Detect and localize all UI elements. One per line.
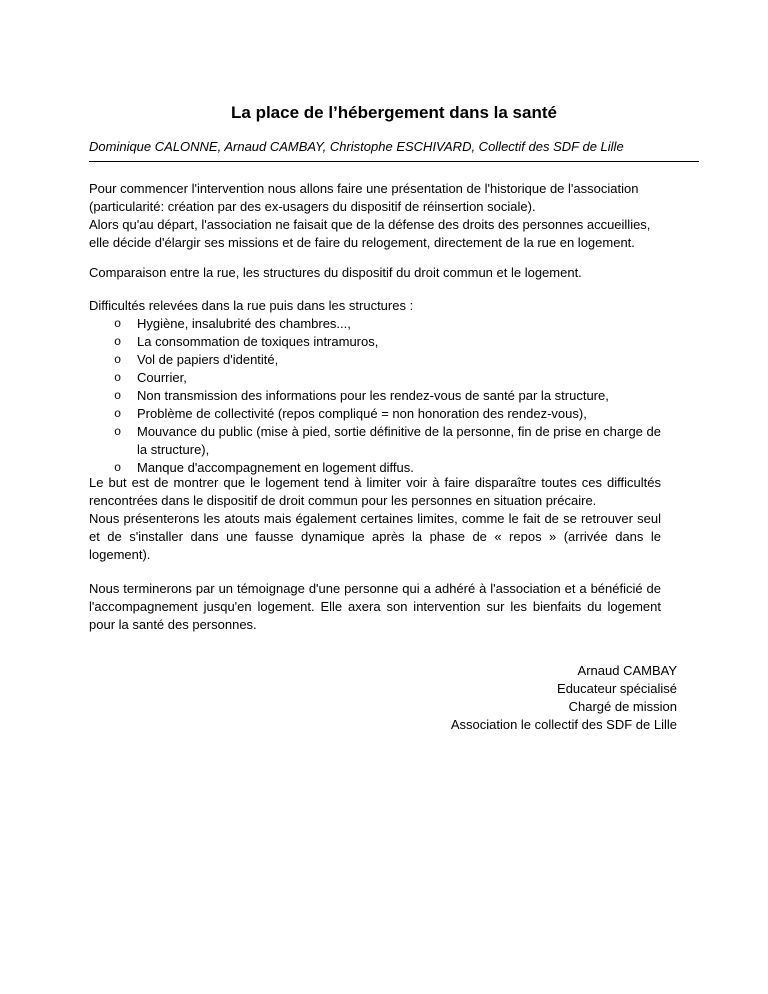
difficulties-list [89, 315, 661, 477]
bullet-icon: o [114, 371, 122, 385]
signature-block [89, 662, 677, 734]
list-item [89, 333, 661, 351]
difficulties-heading: Difficultés relevées dans la rue puis dans les structures : [89, 298, 414, 313]
comparison-text: Comparaison entre la rue, les structures du dispositif du droit commun et le logement. [89, 265, 582, 280]
bullet-icon: o [114, 461, 122, 475]
list-item-text: Problème de collectivité (repos compliqué = non honoration des rendez-vous), [137, 406, 587, 421]
goal-line-1: Le but est de montrer que le logement tend à limiter voir à faire disparaître toutes ces difficultés rencontrées dans le dispositif de droit commun pour les personnes en situation précaire. [89, 475, 661, 508]
list-item-text: Vol de papiers d'identité, [137, 352, 279, 367]
intro-paragraph [89, 180, 661, 252]
comparison-paragraph [89, 264, 661, 282]
list-item [89, 315, 661, 333]
list-item-text: Mouvance du public (mise à pied, sortie définitive de la personne, fin de prise en charge de la structure), [137, 424, 661, 457]
difficulties-section [89, 297, 661, 477]
authors-line: Dominique CALONNE, Arnaud CAMBAY, Christophe ESCHIVARD, Collectif des SDF de Lille [89, 139, 624, 154]
list-item [89, 405, 661, 423]
list-item [89, 351, 661, 369]
goal-line-2: Nous présenterons les atouts mais également certaines limites, comme le fait de se retrouver seul et de s'installer dans une fausse dynamique après la phase de « repos » (arrivée dans le logement). [89, 511, 661, 562]
closing-text: Nous terminerons par un témoignage d'une personne qui a adhéré à l'association et a bénéficié de l'accompagnement jusqu'en logement. Elle axera son intervention sur les bienfaits du logement pour la santé des personnes. [89, 581, 661, 632]
list-item-text: Hygiène, insalubrité des chambres..., [137, 316, 351, 331]
signature-role: Educateur spécialisé [557, 681, 677, 696]
list-item [89, 369, 661, 387]
bullet-icon: o [114, 389, 122, 403]
bullet-icon: o [114, 335, 122, 349]
goal-paragraph [89, 474, 661, 564]
closing-paragraph [89, 580, 661, 634]
separator-rule [89, 161, 699, 162]
list-item [89, 423, 661, 459]
bullet-icon: o [114, 407, 122, 421]
list-item-text: Manque d'accompagnement en logement diffus. [137, 460, 414, 475]
bullet-icon: o [114, 317, 122, 331]
list-item-text: Courrier, [137, 370, 187, 385]
list-item [89, 387, 661, 405]
list-item-text: Non transmission des informations pour les rendez-vous de santé par la structure, [137, 388, 609, 403]
intro-line-2: Alors qu'au départ, l'association ne faisait que de la défense des droits des personnes accueillies, elle décide d'élargir ses missions et de faire du relogement, directement de la rue en logement. [89, 217, 651, 250]
bullet-icon: o [114, 353, 122, 367]
intro-line-1: Pour commencer l'intervention nous allons faire une présentation de l'historique de l'association (particularité: création par des ex-usagers du dispositif de réinsertion sociale). [89, 181, 639, 214]
signature-name: Arnaud CAMBAY [577, 663, 677, 678]
signature-organization: Association le collectif des SDF de Lille [450, 717, 677, 732]
signature-position: Chargé de mission [568, 699, 677, 714]
bullet-icon: o [114, 425, 122, 439]
document-title: La place de l’hébergement dans la santé [231, 103, 557, 122]
list-item-text: La consommation de toxiques intramuros, [137, 334, 379, 349]
